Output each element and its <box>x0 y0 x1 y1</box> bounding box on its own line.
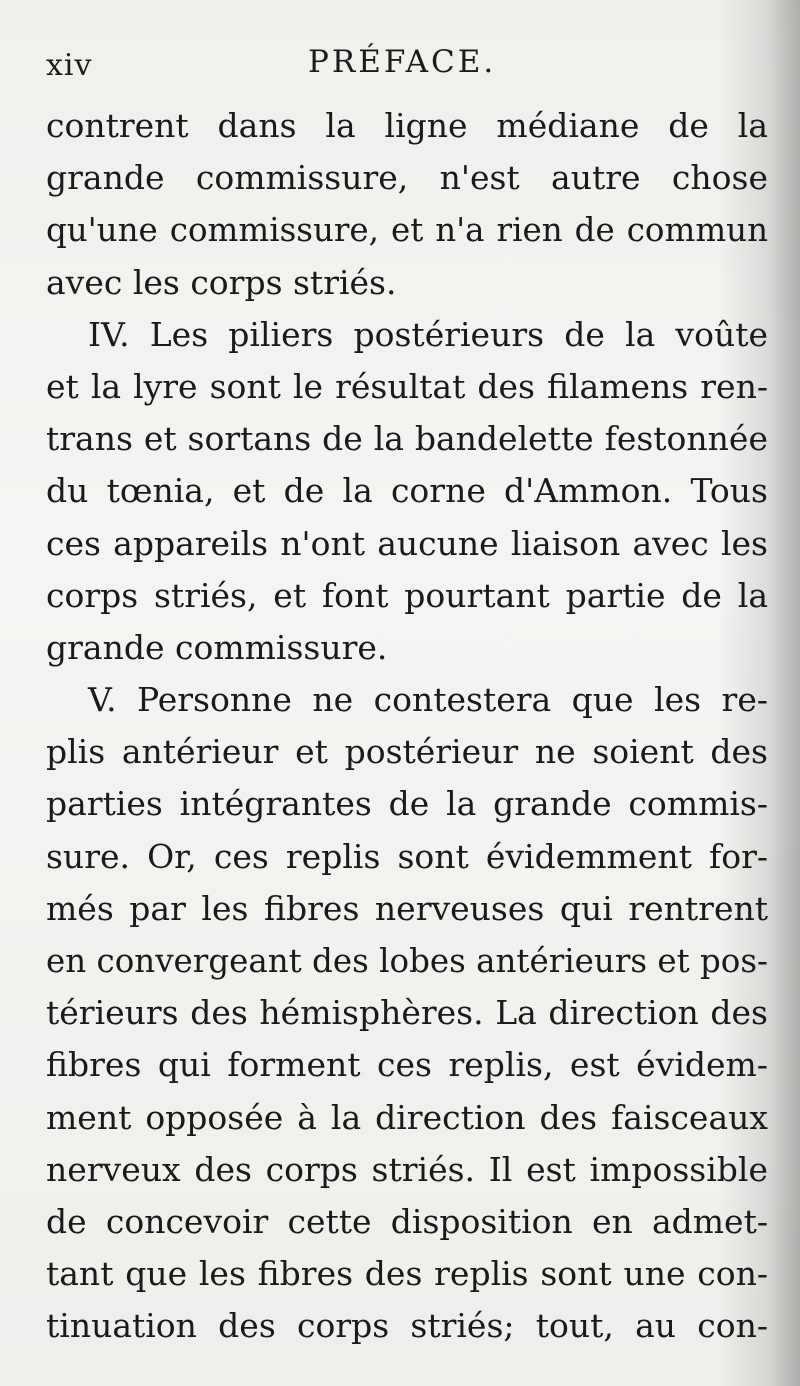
text-line: ces appareils n'ont aucune liaison avec les <box>46 523 768 563</box>
text-line: fibres qui forment ces replis, est évidem- <box>46 1045 768 1085</box>
text-line: més par les fibres nerveuses qui rentrent <box>46 888 768 928</box>
page-header <box>46 44 766 88</box>
text-line: contrent dans la ligne médiane de la <box>46 106 768 145</box>
text-line: en convergeant des lobes antérieurs et pos- <box>46 942 769 980</box>
text-line: sure. Or, ces replis sont évidemment for- <box>46 836 768 876</box>
text-line: plis antérieur et postérieur ne soient des <box>46 732 768 772</box>
text-line: corps striés, et font pourtant partie de la <box>46 575 768 615</box>
text-line: grande commissure. <box>46 627 388 667</box>
text-line: grande commissure, n'est autre chose <box>46 158 768 198</box>
text-line: ment opposée à la direction des faisceaux <box>46 1097 768 1137</box>
text-line: et la lyre sont le résultat des filamens ren- <box>46 366 768 406</box>
text-line: de concevoir cette disposition en admet- <box>46 1201 768 1241</box>
text-line: IV. Les piliers postérieurs de la voûte <box>88 314 768 354</box>
text-line: trans et sortans de la bandelette festonnée <box>46 419 768 459</box>
body-text <box>46 100 768 1353</box>
text-line: V. Personne ne contestera que les re- <box>88 680 768 720</box>
text-line: avec les corps striés. <box>46 262 397 302</box>
text-line: qu'une commissure, et n'a rien de commun <box>46 211 768 250</box>
text-line: nerveux des corps striés. Il est impossible <box>46 1149 768 1189</box>
text-line: térieurs des hémisphères. La direction des <box>46 993 768 1033</box>
page-number: xiv <box>46 48 93 83</box>
text-line: tant que les fibres des replis sont une con- <box>46 1254 768 1294</box>
text-line: tinuation des corps striés; tout, au con- <box>46 1306 768 1346</box>
text-line: du tœnia, et de la corne d'Ammon. Tous <box>46 471 768 511</box>
running-title: PRÉFACE. <box>308 44 497 80</box>
text-line: parties intégrantes de la grande commis- <box>46 784 768 824</box>
